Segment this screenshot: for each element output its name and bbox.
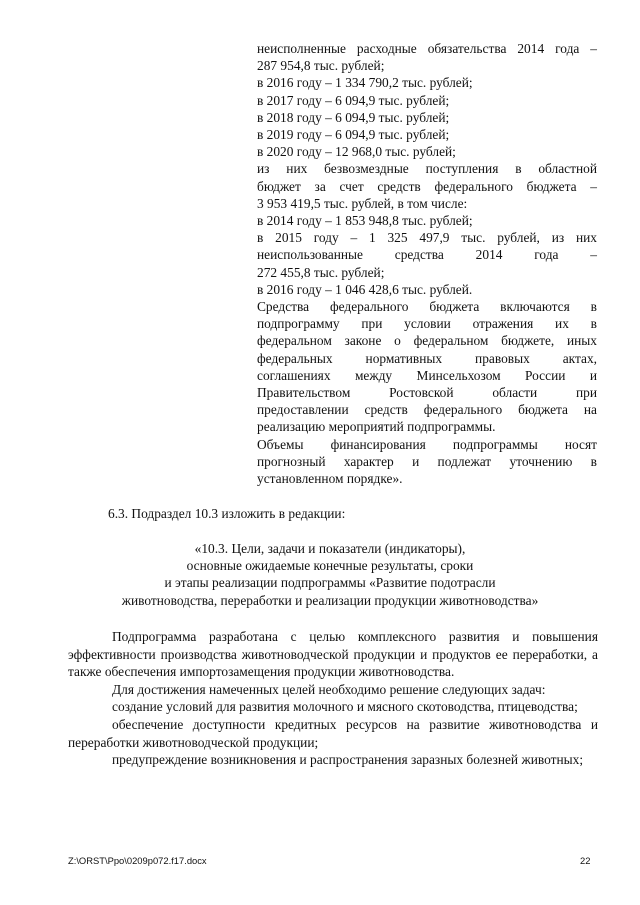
funding-line: в 2014 году – 1 853 948,8 тыс. рублей; (257, 213, 473, 229)
funding-line: предоставлении средств федерального бюджета на (257, 402, 597, 418)
funding-line: в 2016 году – 1 334 790,2 тыс. рублей; (257, 75, 473, 91)
paragraph: обеспечение доступности кредитных ресурсов на развитие животноводства и переработки животноводческой продукции; (68, 716, 598, 750)
heading-line: животноводства, переработки и реализации продукции животноводства» (121, 592, 539, 608)
funding-line: в 2020 году – 12 968,0 тыс. рублей; (257, 144, 456, 160)
funding-line: прогнозный характер и подлежат уточнению в (257, 453, 597, 469)
page-number: 22 (580, 855, 591, 866)
paragraph: Подпрограмма разработана с целью комплексного развития и повышения эффективности производства животноводческой продукции и продуктов ее переработки, а также обеспечения импортозамещения продукции животноводства. (68, 629, 598, 680)
funding-line: из них безвозмездные поступления в областной (257, 161, 597, 177)
paragraph: предупреждение возникновения и распространения заразных болезней животных; (112, 752, 584, 768)
funding-line: реализацию мероприятий подпрограммы. (257, 419, 496, 435)
funding-line: в 2015 году – 1 325 497,9 тыс. рублей, из них (257, 230, 597, 246)
funding-line: в 2017 году – 6 094,9 тыс. рублей; (257, 92, 450, 108)
funding-line: подпрограмму при условии отражения их в (257, 316, 597, 332)
funding-line: Объемы финансирования подпрограммы носят (257, 436, 597, 452)
funding-line: неиспользованные средства 2014 года – (257, 247, 597, 263)
funding-line: Средства федерального бюджета включаются в (257, 299, 597, 315)
subsection-heading (60, 540, 600, 609)
funding-line: 272 455,8 тыс. рублей; (257, 264, 385, 280)
funding-line: соглашениях между Минсельхозом России и (257, 367, 597, 383)
funding-line: в 2019 году – 6 094,9 тыс. рублей; (257, 127, 450, 143)
funding-line: федеральном законе о федеральном бюджете, иных (257, 333, 597, 349)
funding-column (257, 40, 597, 487)
paragraph: Для достижения намеченных целей необходимо решение следующих задач: (112, 681, 546, 697)
funding-line: бюджет за счет средств федерального бюджета – (257, 178, 597, 194)
body-text (68, 628, 598, 769)
funding-line: в 2018 году – 6 094,9 тыс. рублей; (257, 109, 450, 125)
footer-file-path: Z:\ORST\Ppo\0209p072.f17.docx (68, 855, 207, 866)
heading-line: основные ожидаемые конечные результаты, сроки (186, 558, 474, 574)
funding-line: установленном порядке». (257, 471, 403, 487)
funding-line: 287 954,8 тыс. рублей; (257, 58, 385, 74)
funding-line: 3 953 419,5 тыс. рублей, в том числе: (257, 195, 468, 211)
heading-line: «10.3. Цели, задачи и показатели (индикаторы), (194, 541, 466, 556)
funding-line: неисполненные расходные обязательства 2014 года – (257, 41, 597, 56)
funding-line: федеральных нормативных правовых актах, (257, 350, 597, 366)
funding-line: в 2016 году – 1 046 428,6 тыс. рублей. (257, 281, 473, 297)
funding-line: Правительством Ростовской области при (257, 385, 597, 401)
paragraph: создание условий для развития молочного и мясного скотоводства, птицеводства; (112, 699, 578, 715)
section-instruction: 6.3. Подраздел 10.3 изложить в редакции: (108, 506, 346, 521)
heading-line: и этапы реализации подпрограммы «Развитие подотрасли (164, 575, 496, 591)
